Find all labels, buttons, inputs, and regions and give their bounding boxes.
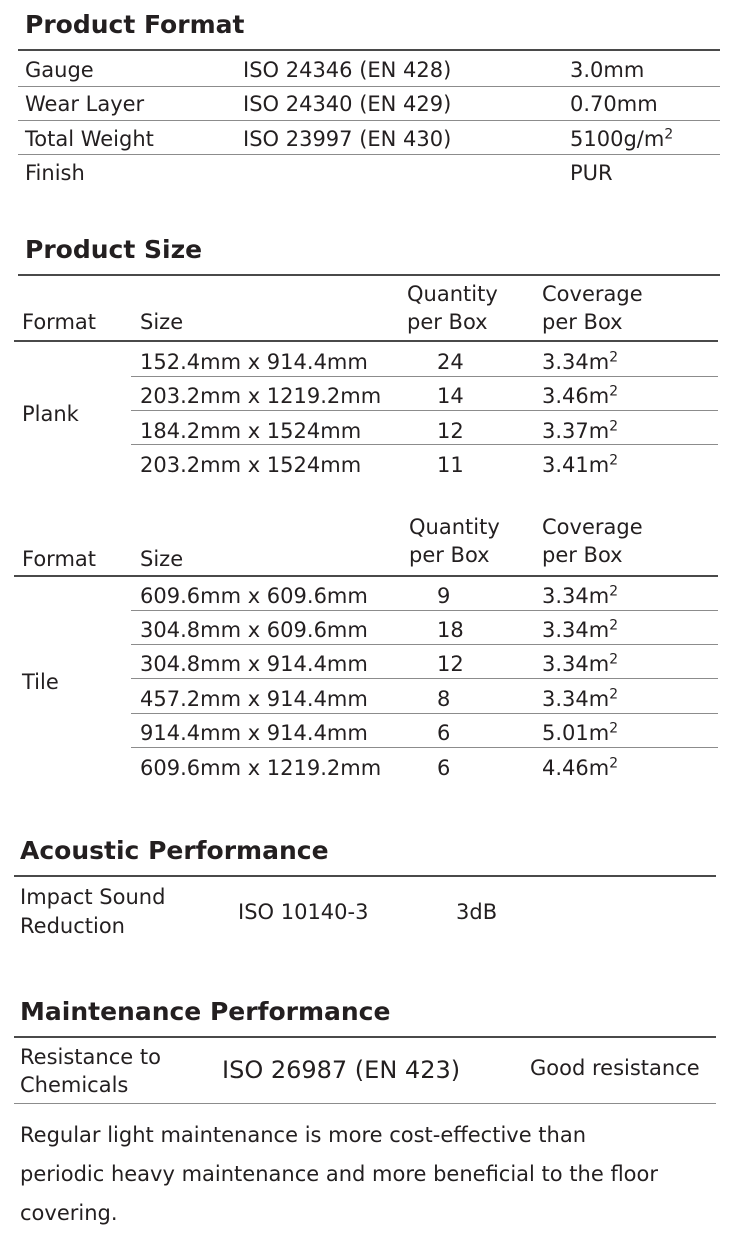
gauge-value: 3.0mm (570, 58, 645, 82)
tile-coverage: $3.34m^2$ (542, 651, 619, 676)
divider (14, 575, 718, 577)
divider (131, 376, 718, 377)
divider (131, 713, 718, 714)
divider (131, 410, 718, 411)
divider (14, 1036, 716, 1038)
tile-size: 914.4mm x 914.4mm (140, 721, 368, 745)
maintenance-title: Maintenance Performance (20, 997, 391, 1026)
total-weight-value: $5100g/m^2$ (570, 126, 674, 151)
impact-sound-label: Reduction (20, 914, 125, 938)
chemicals-label: Chemicals (20, 1073, 129, 1097)
finish-label: Finish (25, 161, 85, 185)
col-header-coverage: Coverage (542, 282, 643, 306)
tile-qty: 9 (437, 584, 451, 608)
divider (14, 875, 716, 877)
tile-qty: 12 (437, 652, 464, 676)
plank-size: 184.2mm x 1524mm (140, 419, 362, 443)
plank-size: 152.4mm x 914.4mm (140, 350, 368, 374)
divider (131, 644, 718, 645)
finish-value: PUR (570, 161, 613, 185)
tile-size: 609.6mm x 609.6mm (140, 584, 368, 608)
tile-size: 304.8mm x 609.6mm (140, 618, 368, 642)
product-size-title: Product Size (25, 235, 203, 264)
divider (14, 340, 718, 342)
format-tile: Tile (22, 670, 59, 694)
col-header-coverage: Coverage (542, 515, 643, 539)
divider (131, 678, 718, 679)
impact-sound-value: 3dB (456, 900, 498, 924)
col-header-coverage: per Box (542, 543, 623, 567)
plank-coverage: $3.34m^2$ (542, 349, 619, 374)
tile-qty: 18 (437, 618, 464, 642)
tile-coverage: $4.46m^2$ (542, 755, 619, 780)
plank-coverage: $3.46m^2$ (542, 383, 619, 408)
maintenance-note: covering. (20, 1201, 118, 1225)
tile-coverage: $3.34m^2$ (542, 686, 619, 711)
col-header-format: Format (22, 547, 97, 571)
plank-qty: 14 (437, 384, 464, 408)
plank-qty: 24 (437, 350, 464, 374)
col-header-format: Format (22, 310, 97, 334)
col-header-quantity: per Box (409, 543, 490, 567)
plank-size: 203.2mm x 1219.2mm (140, 384, 382, 408)
wear-layer-value: 0.70mm (570, 92, 658, 116)
wear-layer-label: Wear Layer (25, 92, 145, 116)
wear-layer-standard: ISO 24340 (EN 429) (243, 92, 452, 116)
plank-coverage: $3.37m^2$ (542, 418, 619, 443)
divider (14, 1103, 716, 1104)
format-plank: Plank (22, 402, 79, 426)
divider (18, 120, 720, 121)
divider (131, 444, 718, 445)
maintenance-note: periodic heavy maintenance and more beneficial to the floor (20, 1162, 659, 1186)
chemicals-value: Good resistance (530, 1056, 700, 1080)
divider (18, 274, 720, 276)
impact-sound-standard: ISO 10140-3 (238, 900, 369, 924)
acoustic-title: Acoustic Performance (20, 836, 329, 865)
divider (131, 610, 718, 611)
plank-size: 203.2mm x 1524mm (140, 453, 362, 477)
plank-qty: 12 (437, 419, 464, 443)
col-header-quantity: Quantity (409, 515, 500, 539)
divider (18, 86, 720, 87)
tile-coverage: $3.34m^2$ (542, 583, 619, 608)
plank-coverage: $3.41m^2$ (542, 452, 619, 477)
col-header-quantity: per Box (407, 310, 488, 334)
maintenance-note: Regular light maintenance is more cost-effective than (20, 1123, 587, 1147)
tile-qty: 6 (437, 721, 451, 745)
product-format-title: Product Format (25, 10, 245, 39)
divider (18, 154, 720, 155)
impact-sound-label: Impact Sound (20, 885, 166, 909)
tile-size: 609.6mm x 1219.2mm (140, 756, 382, 780)
tile-size: 457.2mm x 914.4mm (140, 687, 368, 711)
total-weight-standard: ISO 23997 (EN 430) (243, 127, 452, 151)
chemicals-standard: ISO 26987 (EN 423) (222, 1056, 461, 1084)
total-weight-label: Total Weight (25, 127, 154, 151)
tile-qty: 6 (437, 756, 451, 780)
plank-qty: 11 (437, 453, 464, 477)
tile-coverage: $3.34m^2$ (542, 617, 619, 642)
gauge-label: Gauge (25, 58, 94, 82)
gauge-standard: ISO 24346 (EN 428) (243, 58, 452, 82)
col-header-size: Size (140, 547, 184, 571)
divider (18, 49, 720, 51)
col-header-quantity: Quantity (407, 282, 498, 306)
tile-qty: 8 (437, 687, 451, 711)
tile-coverage: $5.01m^2$ (542, 720, 619, 745)
col-header-size: Size (140, 310, 184, 334)
tile-size: 304.8mm x 914.4mm (140, 652, 368, 676)
chemicals-label: Resistance to (20, 1045, 161, 1069)
divider (131, 747, 718, 748)
col-header-coverage: per Box (542, 310, 623, 334)
